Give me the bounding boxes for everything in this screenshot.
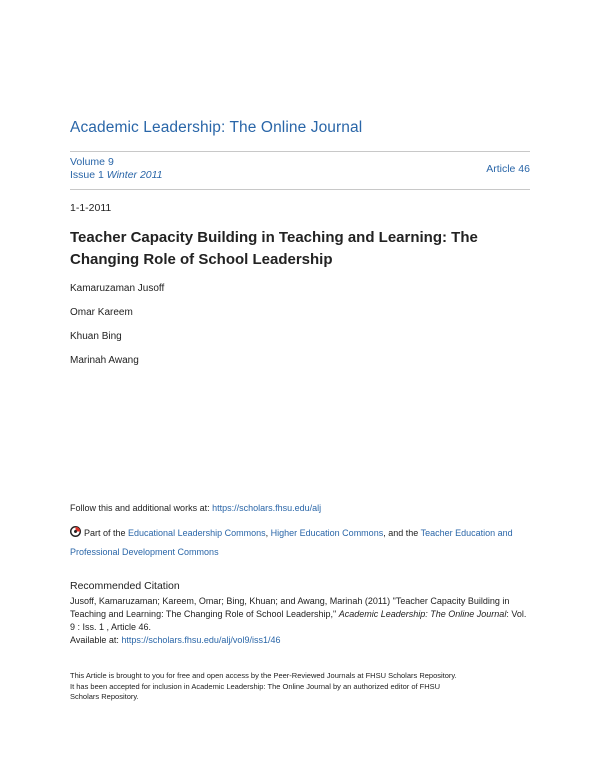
citation-journal: Academic Leadership: The Online Journal xyxy=(338,609,507,619)
educational-leadership-commons-link[interactable]: Educational Leadership Commons xyxy=(128,528,266,538)
recommended-citation-heading: Recommended Citation xyxy=(70,580,180,592)
issue-line[interactable] xyxy=(70,169,163,182)
journal-title[interactable]: Academic Leadership: The Online Journal xyxy=(70,119,363,136)
repository-footer xyxy=(70,671,540,703)
follow-text: Follow this and additional works at: xyxy=(70,503,213,513)
publication-date: 1-1-2011 xyxy=(70,202,112,214)
volume-issue-block xyxy=(70,156,163,181)
partof-prefix: Part of the xyxy=(84,528,129,538)
issue-label: Issue 1 xyxy=(70,168,104,181)
partof-separator: , and the xyxy=(383,528,421,538)
teacher-education-commons-link[interactable]: Teacher Education and Professional Development Commons xyxy=(70,528,513,557)
paper-title xyxy=(70,227,490,271)
volume-link[interactable]: Volume 9 xyxy=(70,156,114,168)
citation-volume: : Vol. 9 : Iss. 1 , Article 46. xyxy=(70,609,527,632)
footer-line-1: This Article is brought to you for free and open access by the Peer-Reviewed Journals at FHSU Scholars Repository. xyxy=(70,671,457,680)
author-name: Omar Kareem xyxy=(70,307,133,318)
higher-education-commons-link[interactable]: Higher Education Commons xyxy=(270,528,384,538)
article-number-link[interactable]: Article 46 xyxy=(486,163,530,175)
follow-url-link[interactable]: https://scholars.fhsu.edu/alj xyxy=(212,503,322,513)
header-rule-bottom xyxy=(70,189,530,190)
open-access-commons-icon xyxy=(70,526,81,537)
available-at-label: Available at: xyxy=(70,635,122,645)
partof-separator: , xyxy=(265,528,271,538)
follow-works-line xyxy=(70,503,321,513)
part-of-commons xyxy=(70,524,530,562)
author-name: Khuan Bing xyxy=(70,331,122,342)
citation-url-link[interactable]: https://scholars.fhsu.edu/alj/vol9/iss1/46 xyxy=(121,635,281,645)
header-rule-top xyxy=(70,151,530,152)
issue-season: Winter 2011 xyxy=(106,168,163,181)
citation-body: Jusoff, Kamaruzaman; Kareem, Omar; Bing, Khuan; and Awang, Marinah (2011) "Teacher Capacity Building in Teaching and Learning: The Changing Role of School Leadership," xyxy=(70,596,510,619)
author-name: Kamaruzaman Jusoff xyxy=(70,283,165,294)
author-name: Marinah Awang xyxy=(70,355,139,366)
paper-title-line-1: Teacher Capacity Building in Teaching and Learning: The xyxy=(70,229,478,246)
footer-line-2: It has been accepted for inclusion in Academic Leadership: The Online Journal by an authorized editor of FHSU xyxy=(70,681,441,691)
paper-title-line-2: Changing Role of School Leadership xyxy=(70,251,333,268)
footer-line-3: Scholars Repository. xyxy=(70,692,139,701)
citation-text xyxy=(70,595,530,647)
